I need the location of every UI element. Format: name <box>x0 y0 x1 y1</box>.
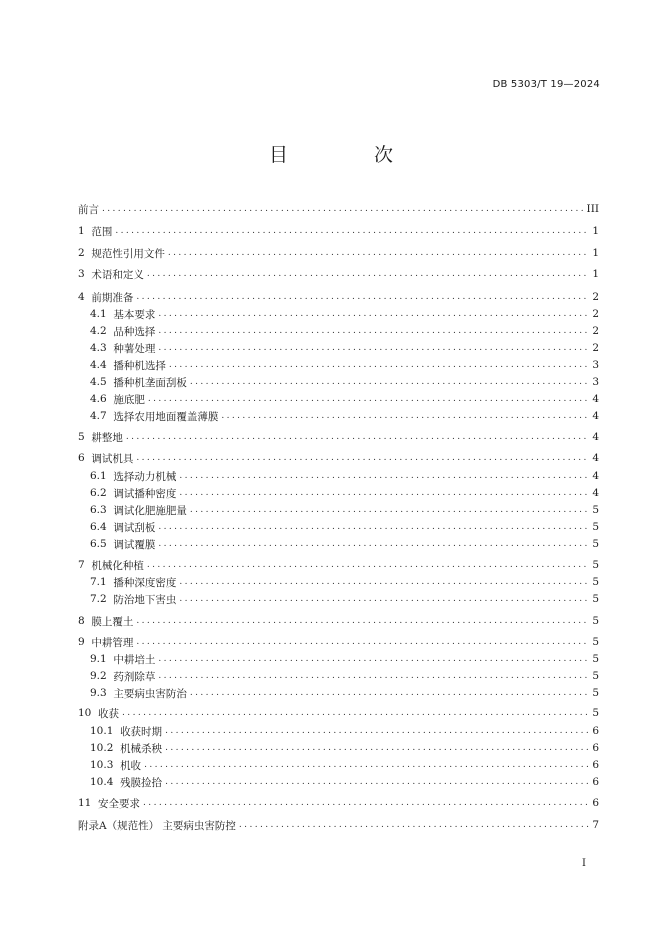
toc-entry[interactable] <box>78 450 599 466</box>
toc-entry-page: 6 <box>592 759 599 771</box>
toc-leader-dots <box>221 411 589 421</box>
toc-leader-dots <box>158 522 589 532</box>
toc-entry-page: 4 <box>592 452 599 464</box>
toc-entry-number: 4.7 <box>90 410 114 422</box>
toc-entry[interactable] <box>90 485 599 501</box>
toc-entry-page: 2 <box>592 325 599 337</box>
toc-entry[interactable] <box>90 740 599 756</box>
toc-entry-page: 2 <box>592 291 599 303</box>
toc-entry[interactable] <box>78 245 599 261</box>
toc-entry-page: III <box>586 203 599 215</box>
toc-entry-label: 机收 <box>120 759 142 772</box>
toc-entry-page: 3 <box>592 359 599 371</box>
toc-entry-number: 10.3 <box>90 759 121 771</box>
toc-leader-dots <box>190 377 589 387</box>
toc-entry[interactable] <box>78 613 599 629</box>
toc-entry[interactable] <box>90 591 599 607</box>
toc-entry-number: 9.3 <box>90 687 114 699</box>
toc-entry[interactable] <box>78 705 599 721</box>
toc-entry-number: 4.1 <box>90 308 114 320</box>
toc-leader-dots <box>158 326 589 336</box>
toc-entry[interactable] <box>90 685 599 701</box>
toc-entry-number: 6.4 <box>90 521 114 533</box>
toc-entry[interactable] <box>90 468 599 484</box>
toc-entry[interactable] <box>90 408 599 424</box>
toc-leader-dots <box>147 560 589 570</box>
toc-entry[interactable] <box>90 774 599 790</box>
toc-leader-dots <box>190 505 589 515</box>
toc-entry-number: 7.1 <box>90 576 114 588</box>
toc-entry-page: 4 <box>592 431 599 443</box>
toc-entry-label: 基本要求 <box>113 308 156 321</box>
toc-entry-label: 收获 <box>98 707 120 720</box>
toc-entry-label: 播种机选择 <box>113 359 166 372</box>
toc-entry-page: 5 <box>592 559 599 571</box>
toc-entry[interactable] <box>90 757 599 773</box>
toc-entry-number: 10 <box>78 707 99 719</box>
toc-entry-page: 4 <box>592 470 599 482</box>
toc-leader-dots <box>122 708 589 718</box>
toc-leader-dots <box>179 594 589 604</box>
toc-entry-page: 5 <box>592 670 599 682</box>
toc-entry-number: 6.1 <box>90 470 114 482</box>
toc-leader-dots <box>102 204 584 214</box>
toc-entry-page: 5 <box>592 576 599 588</box>
toc-entry-label: 机械化种植 <box>91 559 144 572</box>
toc-entry-label: 机械杀秧 <box>120 742 163 755</box>
toc-entry-number: 11 <box>78 797 99 809</box>
toc-entry-number: 4.3 <box>90 342 114 354</box>
toc-entry[interactable] <box>78 557 599 573</box>
toc-leader-dots <box>158 654 589 664</box>
toc-entry-page: 4 <box>592 393 599 405</box>
toc-entry-label: 调试机具 <box>91 452 134 465</box>
toc-entry[interactable] <box>90 723 599 739</box>
toc-leader-dots <box>190 688 589 698</box>
toc-entry-label: 种薯处理 <box>113 342 156 355</box>
toc-entry-page: 1 <box>592 247 599 259</box>
toc-entry[interactable] <box>90 340 599 356</box>
toc-entry[interactable] <box>78 795 599 811</box>
toc-entry-page: 5 <box>592 521 599 533</box>
toc-entry-number: 4.4 <box>90 359 114 371</box>
toc-entry[interactable] <box>78 634 599 650</box>
toc-leader-dots <box>136 453 589 463</box>
toc-entry-label: 规范性引用文件 <box>91 247 165 260</box>
toc-entry-number: 10.4 <box>90 776 121 788</box>
toc-entry-number: 6.2 <box>90 487 114 499</box>
toc-leader-dots <box>158 343 589 353</box>
standard-code: DB 5303/T 19—2024 <box>492 79 600 90</box>
toc-entry-label: 膜上覆土 <box>91 615 134 628</box>
toc-entry-label: 防治地下害虫 <box>113 593 177 606</box>
toc-entry-label: 药剂除草 <box>113 670 156 683</box>
toc-entry-number: 9 <box>78 636 92 648</box>
toc-entry-label: 术语和定义 <box>91 268 144 281</box>
toc-entry-page: 6 <box>592 797 599 809</box>
toc-entry-page: 5 <box>592 687 599 699</box>
toc-entry-number: 4.2 <box>90 325 114 337</box>
toc-entry-label: 选择农用地面覆盖薄膜 <box>113 410 219 423</box>
toc-entry-number: 9.1 <box>90 653 114 665</box>
toc-leader-dots <box>136 616 589 626</box>
toc-entry-page: 3 <box>592 376 599 388</box>
toc-leader-dots <box>126 432 589 442</box>
toc-entry-page: 4 <box>592 410 599 422</box>
toc-entry[interactable] <box>78 201 599 217</box>
toc-entry-number: 5 <box>78 431 92 443</box>
toc-entry-label: 品种选择 <box>113 325 156 338</box>
toc-entry-number: 6.3 <box>90 504 114 516</box>
toc-entry-page: 6 <box>592 742 599 754</box>
toc-entry-label: 残膜捡拾 <box>120 776 163 789</box>
toc-entry-page: 6 <box>592 725 599 737</box>
toc-entry[interactable] <box>90 357 599 373</box>
toc-entry-number: 7.2 <box>90 593 114 605</box>
toc-entry-label: 中耕管理 <box>91 636 134 649</box>
toc-leader-dots <box>143 798 589 808</box>
toc-entry-page: 2 <box>592 342 599 354</box>
toc-entry-number: 3 <box>78 268 92 280</box>
toc-entry-page: 5 <box>592 593 599 605</box>
toc-entry-number: 1 <box>78 225 92 237</box>
toc-entry-page: 5 <box>592 707 599 719</box>
toc-entry[interactable] <box>90 374 599 390</box>
toc-leader-dots <box>165 726 589 736</box>
toc-entry-label: 前言 <box>78 203 99 216</box>
toc-entry-page: 5 <box>592 653 599 665</box>
toc-leader-dots <box>144 760 589 770</box>
toc-leader-dots <box>179 471 589 481</box>
toc-entry-label: 安全要求 <box>98 797 141 810</box>
toc-entry[interactable] <box>90 536 599 552</box>
toc-entry-label: 调试覆膜 <box>113 538 156 551</box>
toc-leader-dots <box>115 226 589 236</box>
toc-entry-number: 4.5 <box>90 376 114 388</box>
toc-entry-label: 播种深度密度 <box>113 576 177 589</box>
toc-leader-dots <box>148 394 589 404</box>
page-title: 目 次 <box>268 144 434 166</box>
toc-leader-dots <box>169 360 589 370</box>
toc-entry[interactable] <box>78 429 599 445</box>
toc-leader-dots <box>158 539 589 549</box>
toc-entry-label: 播种机垄面刮板 <box>113 376 187 389</box>
toc-entry-page: 4 <box>592 487 599 499</box>
toc-entry-label: 范围 <box>91 225 113 238</box>
toc-entry-label: 耕整地 <box>91 431 123 444</box>
toc-entry[interactable] <box>90 574 599 590</box>
page-number: I <box>582 858 586 869</box>
toc-entry[interactable] <box>90 668 599 684</box>
toc-leader-dots <box>165 777 589 787</box>
toc-leader-dots <box>239 820 589 830</box>
toc-entry-number: 10.2 <box>90 742 121 754</box>
toc-entry-number: 9.2 <box>90 670 114 682</box>
toc-entry-label: 施底肥 <box>113 393 145 406</box>
toc-entry-page: 5 <box>592 615 599 627</box>
toc-entry-number: 4.6 <box>90 393 114 405</box>
toc-entry[interactable] <box>90 391 599 407</box>
toc-entry[interactable] <box>90 323 599 339</box>
toc-entry-number: 6 <box>78 452 92 464</box>
toc-leader-dots <box>158 671 589 681</box>
toc-leader-dots <box>158 309 589 319</box>
toc-entry-number: 8 <box>78 615 92 627</box>
toc-entry[interactable] <box>78 223 599 239</box>
toc-leader-dots <box>136 637 589 647</box>
toc-entry-label: 选择动力机械 <box>113 470 177 483</box>
toc-entry-number: 4 <box>78 291 92 303</box>
toc-leader-dots <box>147 269 589 279</box>
toc-entry-page: 5 <box>592 538 599 550</box>
toc-entry[interactable] <box>78 289 599 305</box>
toc-entry[interactable] <box>90 519 599 535</box>
toc-entry[interactable] <box>90 651 599 667</box>
toc-leader-dots <box>165 743 589 753</box>
toc-entry-label: 中耕培土 <box>113 653 156 666</box>
toc-entry[interactable] <box>78 817 599 833</box>
toc-entry-label: 主要病虫害防治 <box>113 687 187 700</box>
toc-entry[interactable] <box>90 306 599 322</box>
toc-entry-number: 7 <box>78 559 92 571</box>
toc-leader-dots <box>168 248 589 258</box>
toc-entry-page: 7 <box>592 819 599 831</box>
toc-entry-number: 2 <box>78 247 92 259</box>
toc-entry-label: 前期准备 <box>91 291 134 304</box>
toc-entry-page: 5 <box>592 504 599 516</box>
toc-entry-number: 10.1 <box>90 725 121 737</box>
toc-entry-label: 附录A（规范性） 主要病虫害防控 <box>78 819 236 832</box>
toc-entry-number: 6.5 <box>90 538 114 550</box>
toc-entry-page: 5 <box>592 636 599 648</box>
toc-entry-label: 调试播种密度 <box>113 487 177 500</box>
toc-entry-label: 调试化肥施肥量 <box>113 504 187 517</box>
toc-entry-page: 2 <box>592 308 599 320</box>
toc-leader-dots <box>179 577 589 587</box>
toc-leader-dots <box>179 488 589 498</box>
toc-entry-label: 调试刮板 <box>113 521 156 534</box>
toc-entry-page: 1 <box>592 268 599 280</box>
toc-entry-page: 1 <box>592 225 599 237</box>
toc-leader-dots <box>136 292 589 302</box>
toc-entry[interactable] <box>90 502 599 518</box>
toc-entry[interactable] <box>78 266 599 282</box>
toc-entry-label: 收获时期 <box>120 725 163 738</box>
toc-entry-page: 6 <box>592 776 599 788</box>
